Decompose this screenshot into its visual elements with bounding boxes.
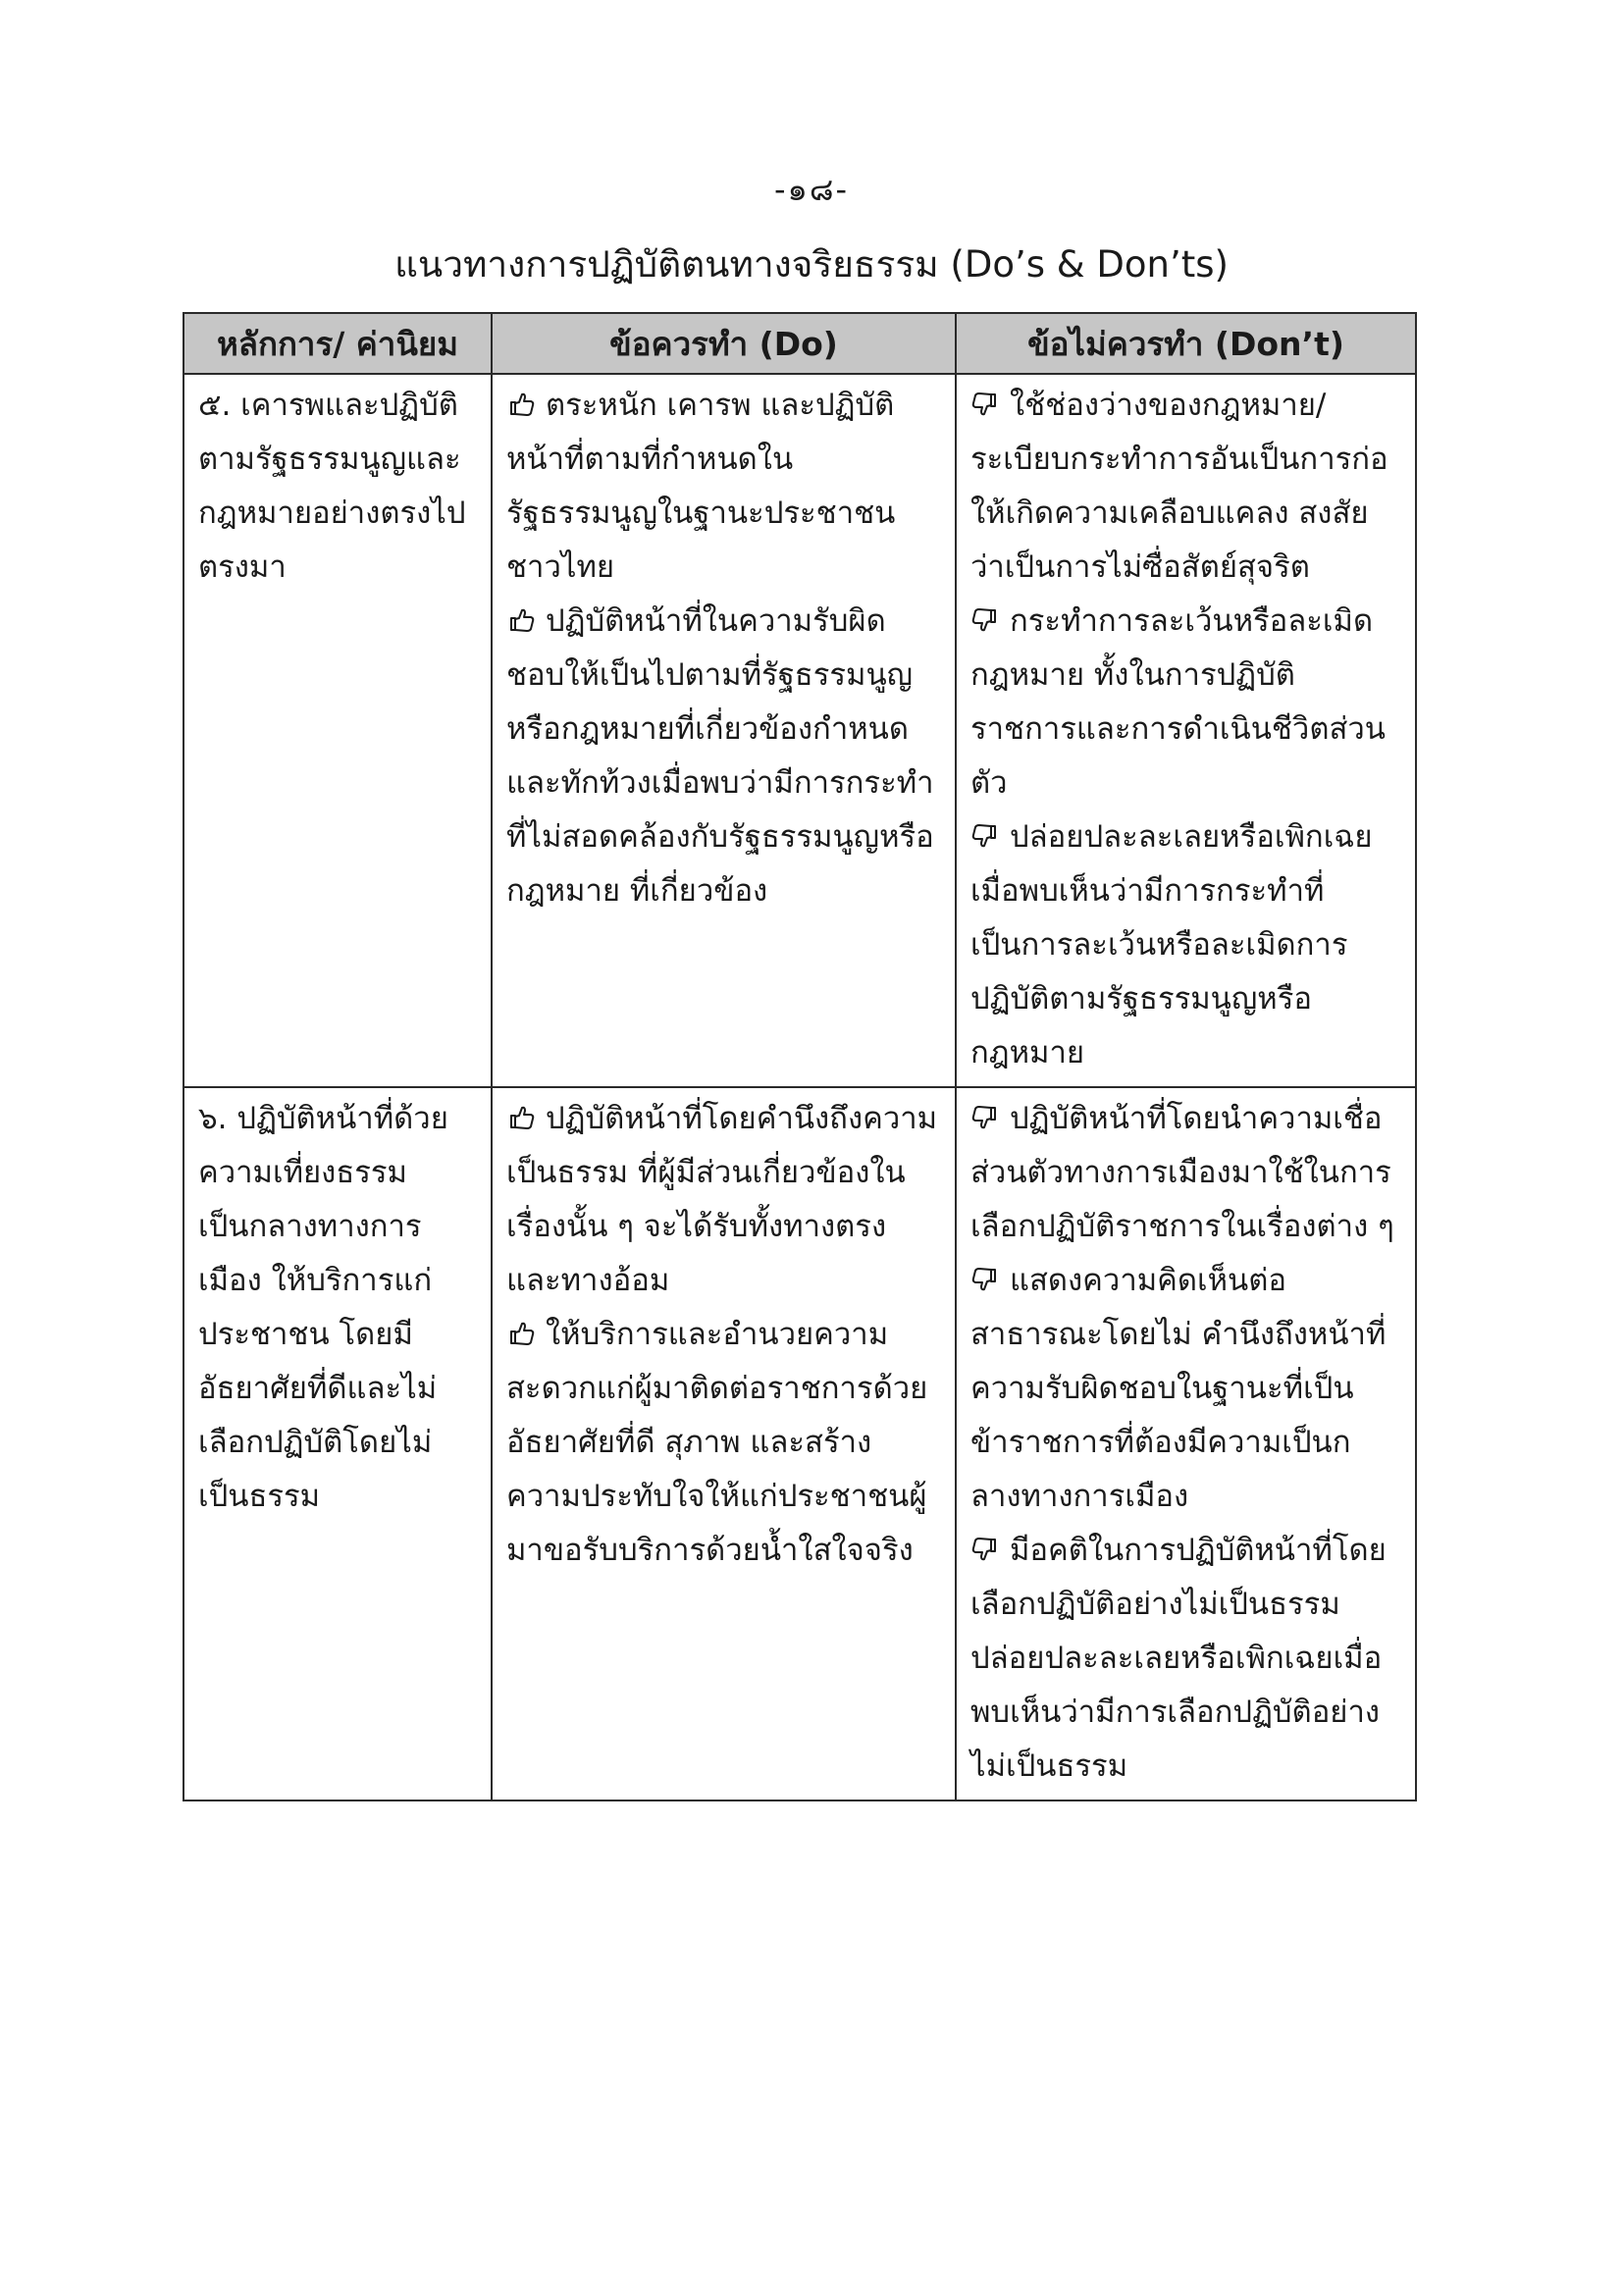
thumbs-down-icon	[970, 1535, 1000, 1564]
thumbs-up-icon	[506, 1103, 536, 1132]
dont-cell	[956, 374, 1416, 1087]
thumbs-up-icon	[506, 605, 536, 635]
header-dont: ข้อไม่ควรทำ (Don’t)	[956, 313, 1416, 374]
do-entry-text: ปฏิบัติหน้าที่ในความรับผิดชอบให้เป็นไปตามที่รัฐธรรมนูญหรือกฎหมายที่เกี่ยวข้องกำหนด และทักท้วงเมื่อพบว่ามีการกระทำที่ไม่สอดคล้องกับรัฐธรรมนูญหรือกฎหมาย ที่เกี่ยวข้อง	[506, 603, 934, 909]
do-entry	[506, 1308, 939, 1578]
do-entry-text: ให้บริการและอำนวยความสะดวกแก่ผู้มาติดต่อราชการด้วยอัธยาศัยที่ดี สุภาพ และสร้างความประทับใจให้แก่ประชาชนผู้มาขอรับบริการด้วยน้ำใสใจจริง	[506, 1317, 928, 1568]
do-entry	[506, 1092, 939, 1308]
principle-text: ๖. ปฏิบัติหน้าที่ด้วยความเที่ยงธรรมเป็นกลางทางการเมือง ให้บริการแก่ประชาชน โดยมีอัธยาศัยที่ดีและไม่เลือกปฏิบัติโดยไม่เป็นธรรม	[198, 1101, 448, 1514]
page-number: -๑๘-	[773, 171, 850, 208]
dont-entry-text: แสดงความคิดเห็นต่อสาธารณะโดยไม่ คำนึงถึงหน้าที่ความรับผิดชอบในฐานะที่เป็นข้าราชการที่ต้องมีความเป็นกลางทางการเมือง	[970, 1263, 1387, 1514]
thumbs-up-icon	[506, 390, 536, 419]
do-entry-text: ตระหนัก เคารพ และปฏิบัติหน้าที่ตามที่กำหนดในรัฐธรรมนูญในฐานะประชาชนชาวไทย	[506, 388, 896, 585]
dont-entry-text: ใช้ช่องว่างของกฎหมาย/ระเบียบกระทำการอันเป็นการก่อให้เกิดความเคลือบแคลง สงสัยว่าเป็นการไม่ซื่อสัตย์สุจริต	[970, 388, 1388, 585]
principle-cell	[183, 1087, 492, 1800]
dont-entry	[970, 1092, 1399, 1254]
do-cell	[492, 374, 956, 1087]
table-row	[183, 1087, 1416, 1800]
dont-entry	[970, 379, 1399, 595]
thumbs-down-icon	[970, 1103, 1000, 1132]
dont-entry	[970, 595, 1399, 810]
header-do: ข้อควรทำ (Do)	[492, 313, 956, 374]
dont-entry-text: ปล่อยปละละเลยหรือเพิกเฉยเมื่อพบเห็นว่ามีการกระทำที่เป็นการละเว้นหรือละเมิดการปฏิบัติตามรัฐธรรมนูญหรือกฎหมาย	[970, 819, 1373, 1070]
thumbs-down-icon	[970, 390, 1000, 419]
principle-cell	[183, 374, 492, 1087]
do-entry-text: ปฏิบัติหน้าที่โดยคำนึงถึงความเป็นธรรม ที่ผู้มีส่วนเกี่ยวข้องในเรื่องนั้น ๆ จะได้รับทั้งทางตรงและทางอ้อม	[506, 1101, 938, 1298]
header-principle: หลักการ/ ค่านิยม	[183, 313, 492, 374]
do-cell	[492, 1087, 956, 1800]
table-header-row	[183, 313, 1416, 374]
dont-entry-text: ปฏิบัติหน้าที่โดยนำความเชื่อส่วนตัวทางการเมืองมาใช้ในการเลือกปฏิบัติราชการในเรื่องต่าง ๆ	[970, 1101, 1394, 1244]
do-entry	[506, 379, 939, 595]
principle-text: ๕. เคารพและปฏิบัติตามรัฐธรรมนูญและกฎหมายอย่างตรงไปตรงมา	[198, 388, 466, 585]
thumbs-down-icon	[970, 1265, 1000, 1294]
dont-entry-text: มีอคติในการปฏิบัติหน้าที่โดยเลือกปฏิบัติอย่างไม่เป็นธรรม ปล่อยปละละเลยหรือเพิกเฉยเมื่อพบเห็นว่ามีการเลือกปฏิบัติอย่างไม่เป็นธรรม	[970, 1533, 1387, 1784]
dont-entry	[970, 1524, 1399, 1794]
table-row	[183, 374, 1416, 1087]
dont-entry	[970, 810, 1399, 1080]
dont-entry	[970, 1254, 1399, 1524]
thumbs-down-icon	[970, 821, 1000, 851]
thumbs-down-icon	[970, 605, 1000, 635]
dont-entry-text: กระทำการละเว้นหรือละเมิดกฎหมาย ทั้งในการปฏิบัติราชการและการดำเนินชีวิตส่วนตัว	[970, 603, 1386, 801]
document-title: แนวทางการปฏิบัติตนทางจริยธรรม (Do’s & Don’ts)	[394, 243, 1229, 286]
dont-cell	[956, 1087, 1416, 1800]
thumbs-up-icon	[506, 1319, 536, 1348]
ethics-table	[183, 312, 1417, 1801]
do-entry	[506, 595, 939, 918]
